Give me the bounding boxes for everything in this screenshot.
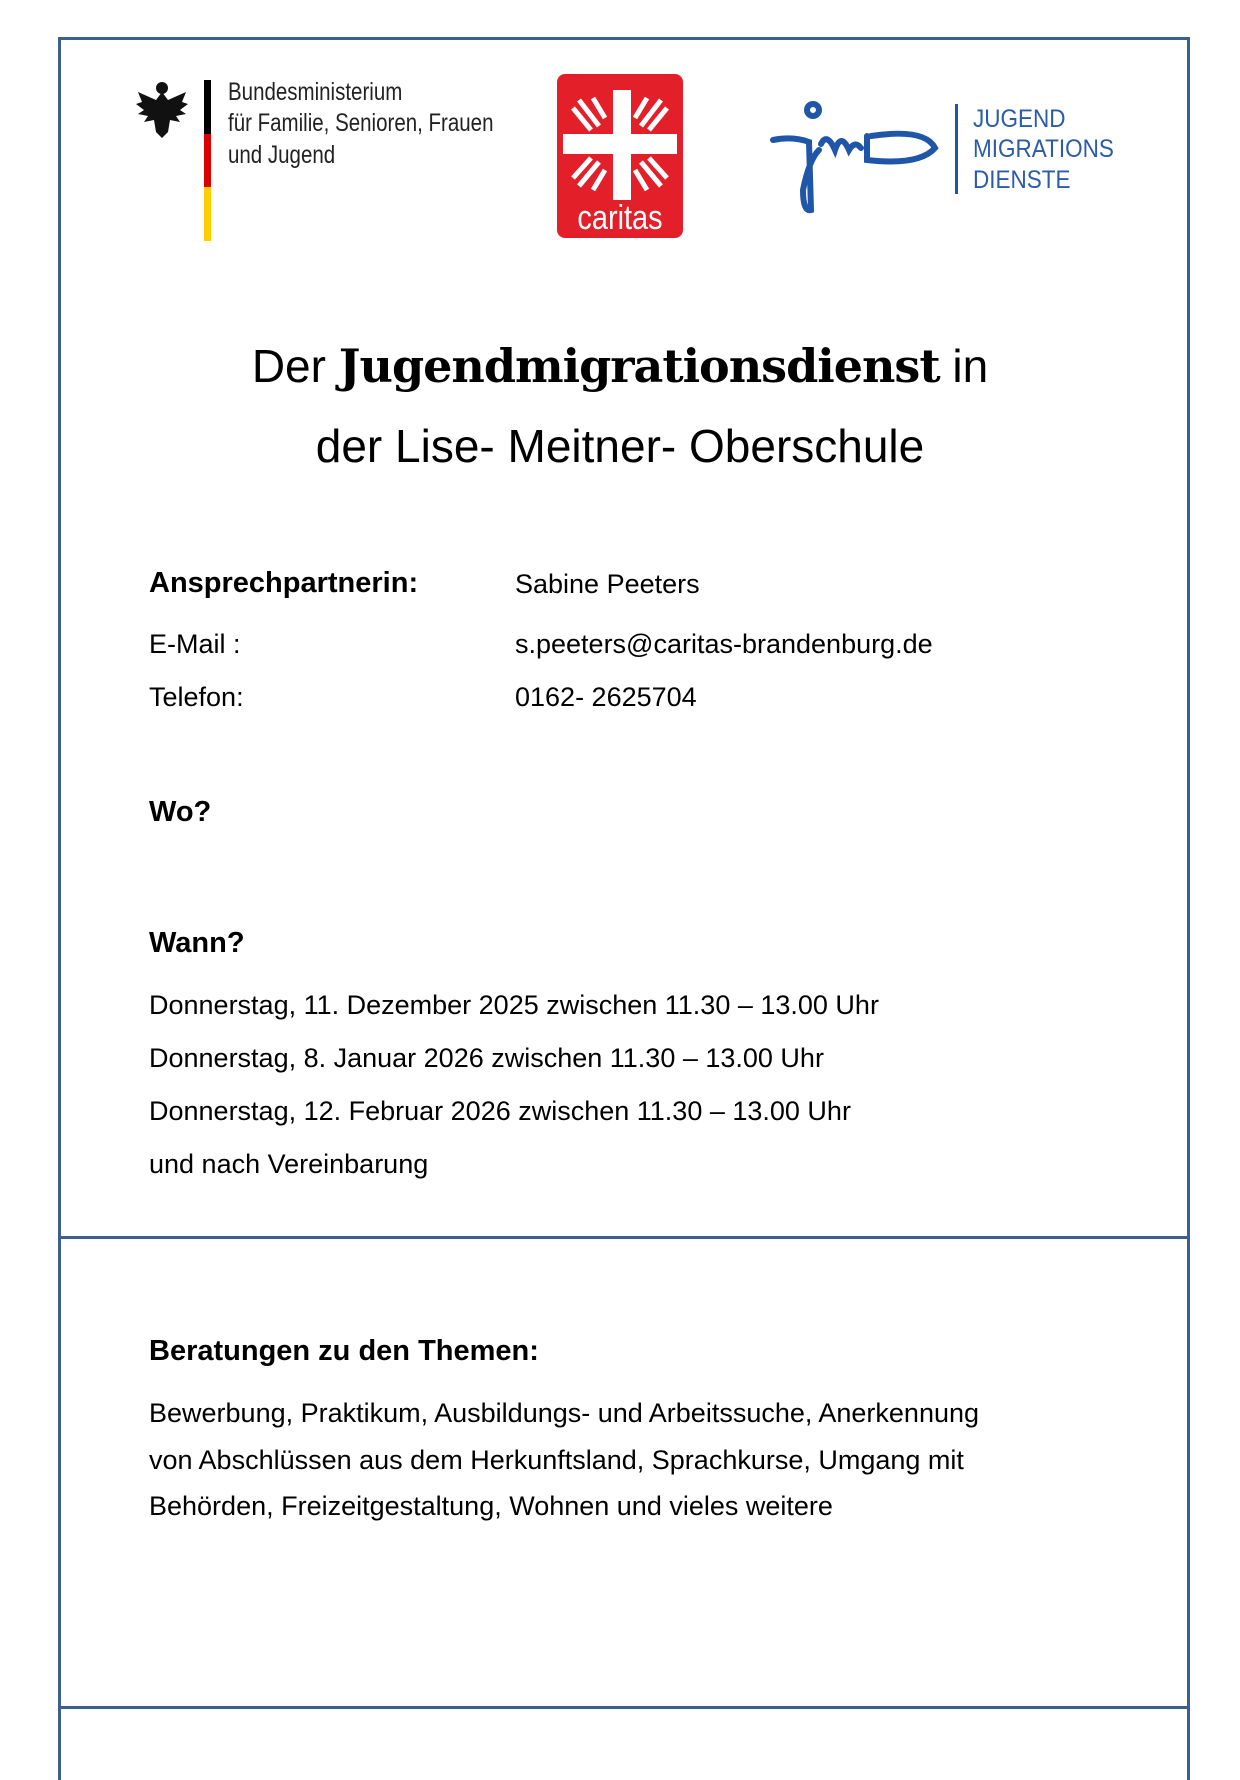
when-heading: Wann?	[149, 927, 245, 959]
email-link[interactable]: s.peeters@caritas-brandenburg.de	[515, 629, 933, 659]
caritas-wordmark: caritas	[577, 199, 663, 237]
title-emphasis: Jugendmigrationsdienst	[338, 339, 940, 393]
phone-label: Telefon:	[149, 682, 244, 712]
date-item: und nach Vereinbarung	[149, 1149, 429, 1179]
caritas-cross-icon	[557, 74, 683, 204]
email-label: E-Mail :	[149, 629, 241, 659]
title-suffix: in	[939, 340, 989, 392]
bmfsfj-line: und Jugend	[228, 141, 336, 169]
page-title	[0, 338, 1240, 394]
title-prefix: Der	[251, 340, 339, 392]
bmfsfj-line: Bundesministerium	[228, 78, 403, 106]
section-divider	[58, 1706, 1190, 1709]
jmd-line: JUGEND	[973, 105, 1066, 133]
section-divider	[58, 1236, 1190, 1239]
phone-value: 0162- 2625704	[515, 682, 697, 712]
page-subtitle: der Lise- Meitner- Oberschule	[315, 420, 925, 472]
bmfsfj-line: für Familie, Senioren, Frauen	[228, 109, 494, 137]
date-item: Donnerstag, 8. Januar 2026 zwischen 11.30 – 13.00 Uhr	[149, 1043, 824, 1073]
topics-heading: Beratungen zu den Themen:	[149, 1335, 539, 1367]
jmd-line: DIENSTE	[973, 166, 1071, 194]
flag-stripe-black	[204, 80, 211, 134]
topics-line: Behörden, Freizeitgestaltung, Wohnen und vieles weitere	[149, 1491, 833, 1521]
caritas-logo	[557, 74, 683, 238]
date-item: Donnerstag, 11. Dezember 2025 zwischen 11.30 – 13.00 Uhr	[149, 990, 879, 1020]
jmd-mark-icon	[769, 100, 944, 218]
date-item: Donnerstag, 12. Februar 2026 zwischen 11.30 – 13.00 Uhr	[149, 1096, 851, 1126]
jmd-divider	[955, 104, 958, 194]
flag-stripe-red	[204, 134, 211, 187]
contact-person-label: Ansprechpartnerin:	[149, 567, 419, 599]
flag-stripe-gold	[204, 187, 211, 241]
federal-eagle-icon	[134, 78, 190, 142]
jmd-line: MIGRATIONS	[973, 135, 1114, 163]
topics-line: Bewerbung, Praktikum, Ausbildungs- und Arbeitssuche, Anerkennung	[149, 1398, 980, 1428]
where-heading: Wo?	[149, 796, 212, 828]
topics-line: von Abschlüssen aus dem Herkunftsland, Sprachkurse, Umgang mit	[149, 1445, 964, 1475]
contact-person-value: Sabine Peeters	[515, 569, 700, 599]
